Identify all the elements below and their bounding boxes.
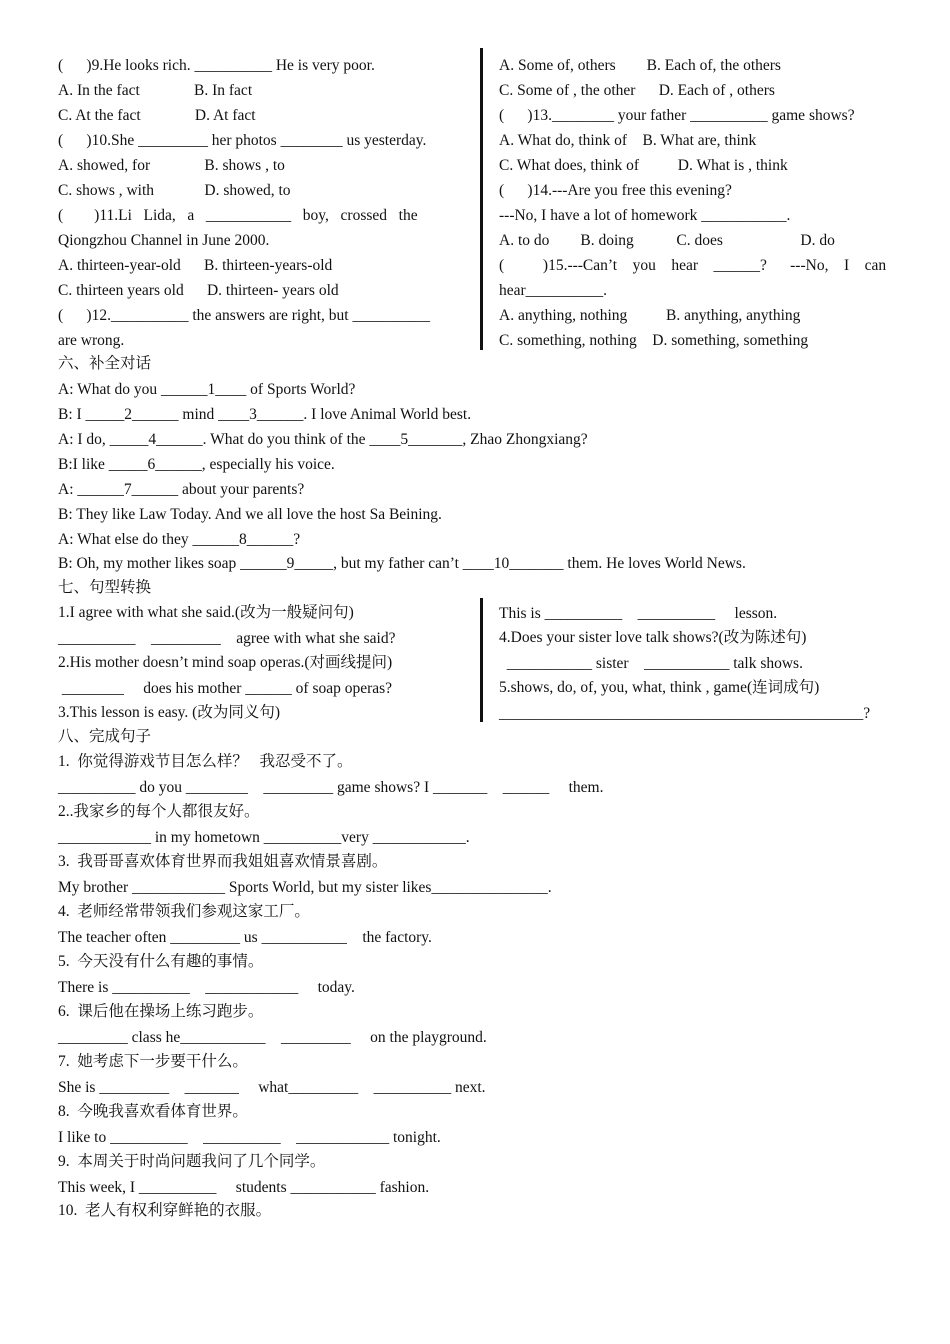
mc-question-10: ( )10.She _________ her photos ________ us yesterday. (58, 132, 427, 149)
section-heading: 六、补全对话 (58, 355, 152, 372)
answer-line: __________ do you ________ _________ game shows? I _______ ______ them. (58, 779, 604, 796)
mc-option-line: A. anything, nothing B. anything, anything (499, 307, 801, 324)
mc-question-11: ( )11.Li Lida, a ___________ boy, crossed the (58, 207, 418, 224)
column-divider (480, 48, 483, 350)
prompt-line: 1. 你觉得游戏节目怎么样？ 我忍受不了。 (58, 753, 353, 770)
mc-question-13: ( )13.________ your father __________ game shows? (499, 107, 855, 124)
transform-line: ________ does his mother ______ of soap operas? (58, 680, 393, 697)
dialogue-line: B: I _____2______ mind ____3______. I love Animal World best. (58, 406, 472, 423)
mc-option-line: A. to do B. doing C. does D. do (499, 232, 835, 249)
transform-line: _______________________________________________? (499, 705, 871, 722)
dialogue-line: A: What do you ______1____ of Sports World? (58, 381, 356, 398)
answer-line: She is _________ _______ what_________ __________ next. (58, 1079, 486, 1096)
answer-line: My brother ____________ Sports World, but my sister likes_______________. (58, 879, 552, 896)
transform-line: This is __________ __________ lesson. (499, 605, 778, 622)
transform-line: 4.Does your sister love talk shows?(改为陈述句) (499, 629, 807, 646)
mc-option-line: A. showed, for B. shows , to (58, 157, 285, 174)
mc-question-15-cont: hear__________. (499, 282, 608, 299)
mc-question-14-cont: ---No, I have a lot of homework ___________. (499, 207, 791, 224)
section-heading: 八、完成句子 (58, 728, 152, 745)
section-heading: 七、句型转换 (58, 579, 152, 596)
transform-line: 5.shows, do, of, you, what, think , game(连词成句) (499, 679, 820, 696)
mc-question-9: ( )9.He looks rich. __________ He is very poor. (58, 57, 375, 74)
transform-line: ___________ sister ___________ talk shows. (499, 655, 803, 672)
prompt-line: 6. 课后他在操场上练习跑步。 (58, 1003, 264, 1020)
transform-line: 2.His mother doesn’t mind soap operas.(对画线提问) (58, 654, 393, 671)
prompt-line: 3. 我哥哥喜欢体育世界而我姐姐喜欢情景喜剧。 (58, 853, 388, 870)
mc-option-line: C. Some of , the other D. Each of , others (499, 82, 775, 99)
mc-question-14: ( )14.---Are you free this evening? (499, 182, 732, 199)
mc-option-line: C. thirteen years old D. thirteen- years old (58, 282, 339, 299)
mc-option-line: C. At the fact D. At fact (58, 107, 256, 124)
prompt-line: 7. 她考虑下一步要干什么。 (58, 1053, 248, 1070)
mc-question-12-cont: are wrong. (58, 332, 125, 349)
answer-line: This week, I __________ students ___________ fashion. (58, 1179, 430, 1196)
mc-question-15: ( )15.---Can’t you hear ______? ---No, I can (499, 257, 887, 274)
mc-option-line: A. Some of, others B. Each of, the others (499, 57, 781, 74)
answer-line: _________ class he___________ _________ on the playground. (58, 1029, 487, 1046)
dialogue-line: A: ______7______ about your parents? (58, 481, 305, 498)
dialogue-line: B: Oh, my mother likes soap ______9_____, but my father can’t ____10_______ them. He loves World News. (58, 555, 746, 572)
prompt-line: 5. 今天没有什么有趣的事情。 (58, 953, 264, 970)
answer-line: The teacher often _________ us ___________ the factory. (58, 929, 432, 946)
mc-option-line: A. In the fact B. In fact (58, 82, 253, 99)
prompt-line: 4. 老师经常带领我们参观这家工厂。 (58, 903, 310, 920)
column-divider (480, 598, 483, 722)
answer-line: There is __________ ____________ today. (58, 979, 355, 996)
prompt-line: 9. 本周关于时尚问题我问了几个同学。 (58, 1153, 326, 1170)
dialogue-line: B: They like Law Today. And we all love the host Sa Beining. (58, 506, 442, 523)
dialogue-line: B:I like _____6______, especially his voice. (58, 456, 335, 473)
mc-question-12: ( )12.__________ the answers are right, but __________ (58, 307, 430, 324)
mc-option-line: A. What do, think of B. What are, think (499, 132, 757, 149)
transform-line: __________ _________ agree with what she said? (58, 630, 396, 647)
prompt-line: 10. 老人有权利穿鲜艳的衣服。 (58, 1202, 272, 1219)
dialogue-line: A: I do, _____4______. What do you think of the ____5_______, Zhao Zhongxiang? (58, 431, 588, 448)
dialogue-line: A: What else do they ______8______? (58, 531, 301, 548)
mc-option-line: A. thirteen-year-old B. thirteen-years-old (58, 257, 333, 274)
mc-option-line: C. something, nothing D. something, something (499, 332, 809, 349)
mc-question-11-cont: Qiongzhou Channel in June 2000. (58, 232, 270, 249)
answer-line: I like to __________ __________ ____________ tonight. (58, 1129, 441, 1146)
mc-option-line: C. shows , with D. showed, to (58, 182, 291, 199)
transform-line: 1.I agree with what she said.(改为一般疑问句) (58, 604, 354, 621)
transform-line: 3.This lesson is easy. (改为同义句) (58, 704, 281, 721)
mc-option-line: C. What does, think of D. What is , think (499, 157, 788, 174)
answer-line: ____________ in my hometown __________very ____________. (58, 829, 470, 846)
prompt-line: 2..我家乡的每个人都很友好。 (58, 803, 260, 820)
prompt-line: 8. 今晚我喜欢看体育世界。 (58, 1103, 248, 1120)
